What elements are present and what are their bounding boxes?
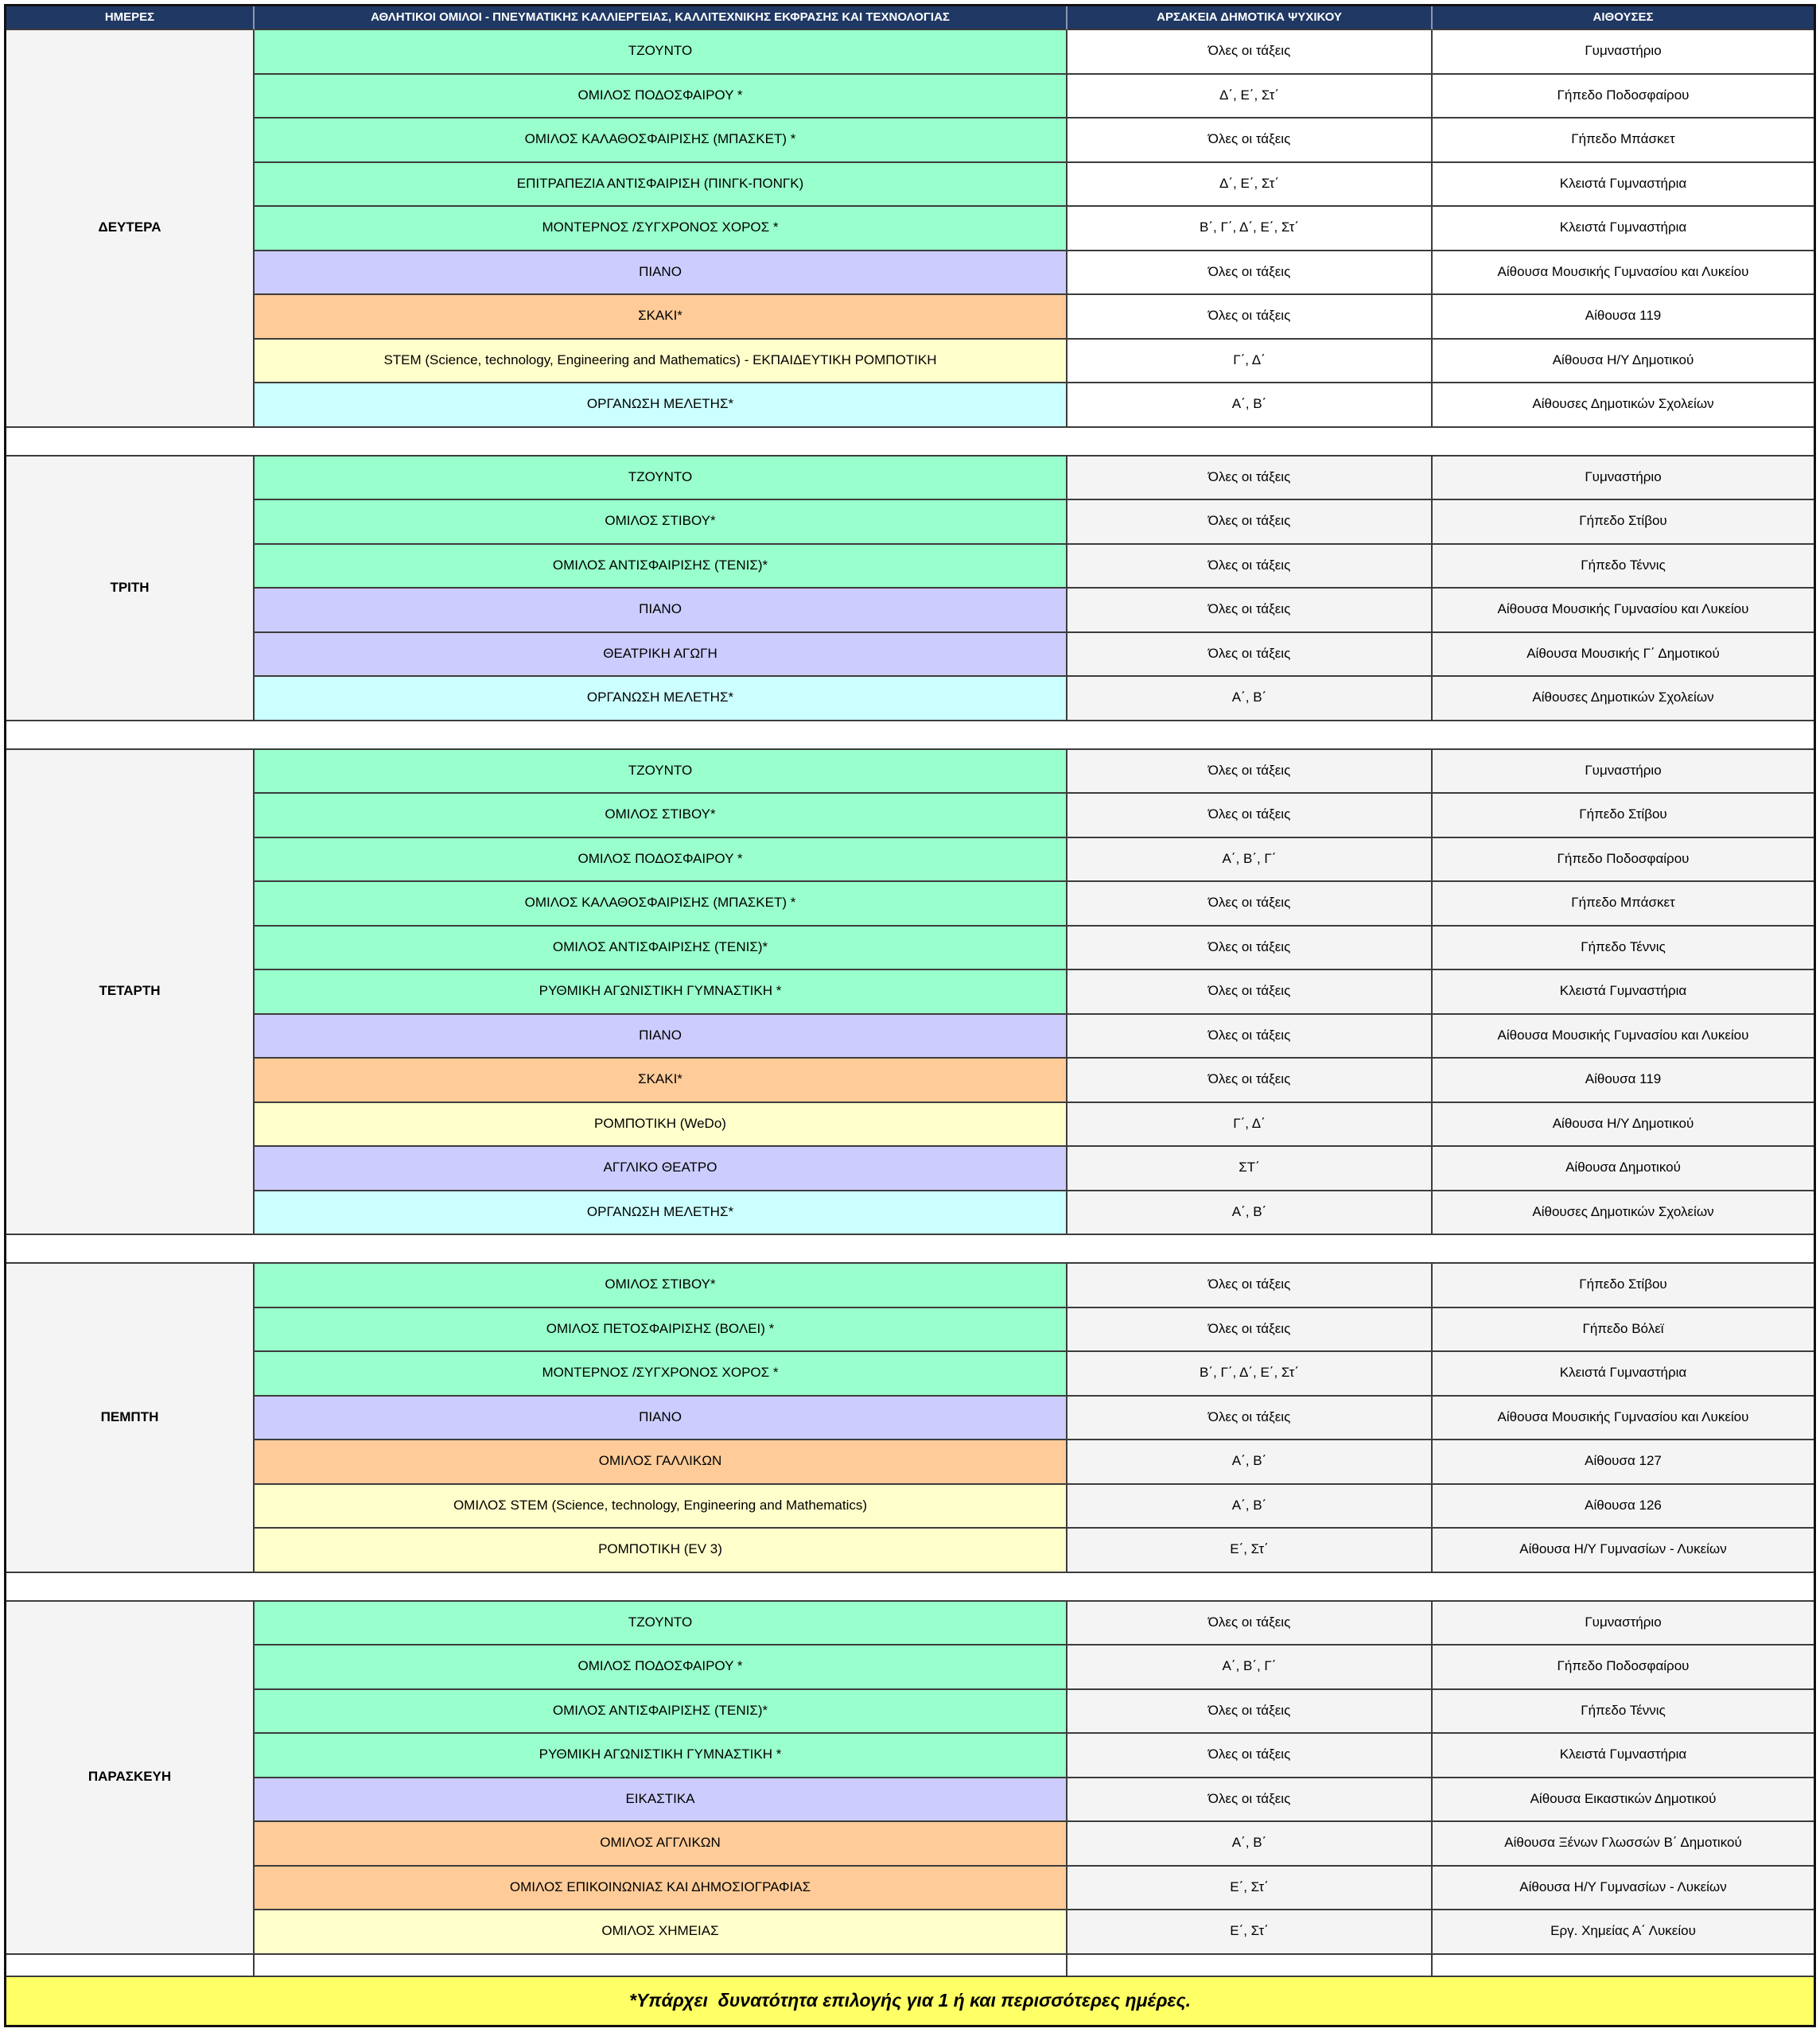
room-cell: Γήπεδο Στίβου — [1433, 1264, 1814, 1308]
schedule-row — [255, 750, 1814, 795]
schedule-row — [255, 1264, 1814, 1308]
classes-cell: Όλες οι τάξεις — [1068, 1015, 1433, 1059]
classes-cell: Όλες οι τάξεις — [1068, 1059, 1433, 1103]
room-cell: Αίθουσα Η/Υ Δημοτικού — [1433, 1103, 1814, 1148]
schedule-table — [4, 4, 1816, 2027]
room-cell: Γήπεδο Στίβου — [1433, 794, 1814, 838]
schedule-row — [255, 1529, 1814, 1573]
schedule-row — [255, 1103, 1814, 1148]
room-cell: Γήπεδο Μπάσκετ — [1433, 119, 1814, 163]
activity-cell: ΠΙΑΝΟ — [255, 1015, 1068, 1059]
activity-cell: ΜΟΝΤΕΡΝΟΣ /ΣΥΓΧΡΟΝΟΣ ΧΟΡΟΣ * — [255, 1352, 1068, 1397]
room-cell: Γυμναστήριο — [1433, 750, 1814, 795]
room-cell: Γήπεδο Ποδοσφαίρου — [1433, 838, 1814, 883]
schedule-row — [255, 457, 1814, 501]
room-cell: Αίθουσα 127 — [1433, 1440, 1814, 1485]
classes-cell: Ε΄, Στ΄ — [1068, 1867, 1433, 1911]
schedule-row — [255, 677, 1814, 721]
schedule-row — [255, 295, 1814, 340]
room-cell: Γυμναστήριο — [1433, 457, 1814, 501]
room-cell: Εργ. Χημείας Α΄ Λυκείου — [1433, 1910, 1814, 1955]
room-cell: Γήπεδο Μπάσκετ — [1433, 882, 1814, 927]
room-cell: Αίθουσα Ξένων Γλωσσών Β΄ Δημοτικού — [1433, 1822, 1814, 1867]
activity-cell: ΟΜΙΛΟΣ ΑΝΤΙΣΦΑΙΡΙΣΗΣ (ΤΕΝΙΣ)* — [255, 1690, 1068, 1735]
classes-cell: Α΄, Β΄, Γ΄ — [1068, 1646, 1433, 1690]
activity-cell: ΟΜΙΛΟΣ ΣΤΙΒΟΥ* — [255, 500, 1068, 545]
activity-cell: ΡΥΘΜΙΚΗ ΑΓΩΝΙΣΤΙΚΗ ΓΥΜΝΑΣΤΙΚΗ * — [255, 970, 1068, 1015]
header-rooms: ΑΙΘΟΥΣΕΣ — [1433, 6, 1814, 30]
schedule-row — [255, 251, 1814, 296]
activity-cell: STEM (Science, technology, Engineering and Mathematics) - ΕΚΠΑΙΔΕΥΤΙΚΗ ΡΟΜΠΟΤΙΚΗ — [255, 340, 1068, 384]
room-cell: Γήπεδο Ποδοσφαίρου — [1433, 1646, 1814, 1690]
classes-cell: Όλες οι τάξεις — [1068, 750, 1433, 795]
activity-cell: ΟΜΙΛΟΣ ΑΓΓΛΙΚΩΝ — [255, 1822, 1068, 1867]
activity-cell: ΤΖΟΥΝΤΟ — [255, 457, 1068, 501]
schedule-row — [255, 1015, 1814, 1059]
room-cell: Κλειστά Γυμναστήρια — [1433, 1734, 1814, 1778]
activity-cell: ΤΖΟΥΝΤΟ — [255, 1602, 1068, 1646]
room-cell: Αίθουσα Η/Υ Γυμνασίων - Λυκείων — [1433, 1529, 1814, 1573]
room-cell: Αίθουσες Δημοτικών Σχολείων — [1433, 383, 1814, 428]
blank-cell — [1433, 1955, 1814, 1977]
classes-cell: Α΄, Β΄ — [1068, 383, 1433, 428]
schedule-row — [255, 500, 1814, 545]
room-cell: Αίθουσα Δημοτικού — [1433, 1147, 1814, 1191]
day-rows — [255, 1264, 1814, 1573]
room-cell: Αίθουσα Η/Υ Γυμνασίων - Λυκείων — [1433, 1867, 1814, 1911]
day-block — [6, 30, 1814, 428]
classes-cell: Όλες οι τάξεις — [1068, 1602, 1433, 1646]
schedule-row — [255, 1308, 1814, 1353]
day-rows — [255, 750, 1814, 1236]
day-separator — [6, 1573, 1814, 1602]
activity-cell: ΟΜΙΛΟΣ ΧΗΜΕΙΑΣ — [255, 1910, 1068, 1955]
activity-cell: ΟΡΓΑΝΩΣΗ ΜΕΛΕΤΗΣ* — [255, 383, 1068, 428]
schedule-row — [255, 1778, 1814, 1823]
table-header — [6, 6, 1814, 30]
schedule-row — [255, 927, 1814, 971]
classes-cell: Γ΄, Δ΄ — [1068, 1103, 1433, 1148]
classes-cell: Όλες οι τάξεις — [1068, 927, 1433, 971]
room-cell: Γήπεδο Βόλεϊ — [1433, 1308, 1814, 1353]
classes-cell: Γ΄, Δ΄ — [1068, 340, 1433, 384]
room-cell: Αίθουσα Μουσικής Γ΄ Δημοτικού — [1433, 633, 1814, 678]
schedule-row — [255, 340, 1814, 384]
header-activities: ΑΘΛΗΤΙΚΟΙ ΟΜΙΛΟΙ - ΠΝΕΥΜΑΤΙΚΗΣ ΚΑΛΛΙΕΡΓΕΙΑΣ, ΚΑΛΛΙΤΕΧΝΙΚΗΣ ΕΚΦΡΑΣΗΣ ΚΑΙ ΤΕΧΝΟΛΟΓΙΑΣ — [255, 6, 1068, 30]
classes-cell: Όλες οι τάξεις — [1068, 1734, 1433, 1778]
activity-cell: ΟΜΙΛΟΣ ΕΠΙΚΟΙΝΩΝΙΑΣ ΚΑΙ ΔΗΜΟΣΙΟΓΡΑΦΙΑΣ — [255, 1867, 1068, 1911]
activity-cell: ΡΟΜΠΟΤΙΚΗ (EV 3) — [255, 1529, 1068, 1573]
footer-note: *Υπάρχει δυνατότητα επιλογής για 1 ή και περισσότερες ημέρες. — [6, 1977, 1814, 2025]
schedule-row — [255, 119, 1814, 163]
activity-cell: ΟΜΙΛΟΣ ΠΕΤΟΣΦΑΙΡΙΣΗΣ (ΒΟΛΕΙ) * — [255, 1308, 1068, 1353]
schedule-row — [255, 882, 1814, 927]
schedule-row — [255, 1867, 1814, 1911]
schedule-row — [255, 207, 1814, 251]
classes-cell: Όλες οι τάξεις — [1068, 633, 1433, 678]
activity-cell: ΟΜΙΛΟΣ ΚΑΛΑΘΟΣΦΑΙΡΙΣΗΣ (ΜΠΑΣΚΕΤ) * — [255, 119, 1068, 163]
activity-cell: ΤΖΟΥΝΤΟ — [255, 750, 1068, 795]
room-cell: Αίθουσα Μουσικής Γυμνασίου και Λυκείου — [1433, 251, 1814, 296]
activity-cell: ΟΡΓΑΝΩΣΗ ΜΕΛΕΤΗΣ* — [255, 677, 1068, 721]
classes-cell: Όλες οι τάξεις — [1068, 970, 1433, 1015]
activity-cell: ΑΓΓΛΙΚΟ ΘΕΑΤΡΟ — [255, 1147, 1068, 1191]
classes-cell: Όλες οι τάξεις — [1068, 119, 1433, 163]
room-cell: Κλειστά Γυμναστήρια — [1433, 1352, 1814, 1397]
day-separator — [6, 1235, 1814, 1264]
activity-cell: ΟΜΙΛΟΣ ΣΤΙΒΟΥ* — [255, 1264, 1068, 1308]
activity-cell: ΕΙΚΑΣΤΙΚΑ — [255, 1778, 1068, 1823]
activity-cell: ΟΜΙΛΟΣ ΠΟΔΟΣΦΑΙΡΟΥ * — [255, 838, 1068, 883]
classes-cell: Α΄, Β΄ — [1068, 1485, 1433, 1529]
classes-cell: Όλες οι τάξεις — [1068, 500, 1433, 545]
room-cell: Αίθουσα Μουσικής Γυμνασίου και Λυκείου — [1433, 589, 1814, 633]
classes-cell: Α΄, Β΄, Γ΄ — [1068, 838, 1433, 883]
day-label: ΔΕΥΤΕΡΑ — [6, 30, 255, 428]
schedule-row — [255, 1352, 1814, 1397]
day-separator — [6, 428, 1814, 457]
day-rows — [255, 1602, 1814, 1955]
schedule-row — [255, 970, 1814, 1015]
room-cell: Κλειστά Γυμναστήρια — [1433, 207, 1814, 251]
schedule-row — [255, 383, 1814, 428]
room-cell: Αίθουσα 126 — [1433, 1485, 1814, 1529]
day-rows — [255, 30, 1814, 428]
classes-cell: Όλες οι τάξεις — [1068, 30, 1433, 75]
activity-cell: ΟΜΙΛΟΣ ΑΝΤΙΣΦΑΙΡΙΣΗΣ (ΤΕΝΙΣ)* — [255, 545, 1068, 589]
table-body — [6, 30, 1814, 1955]
classes-cell: Όλες οι τάξεις — [1068, 295, 1433, 340]
classes-cell: Όλες οι τάξεις — [1068, 1308, 1433, 1353]
day-label: ΤΡΙΤΗ — [6, 457, 255, 721]
schedule-row — [255, 1602, 1814, 1646]
room-cell: Γήπεδο Τέννις — [1433, 545, 1814, 589]
classes-cell: Α΄, Β΄ — [1068, 677, 1433, 721]
room-cell: Αίθουσα 119 — [1433, 295, 1814, 340]
classes-cell: Όλες οι τάξεις — [1068, 1264, 1433, 1308]
activity-cell: ΟΜΙΛΟΣ ΚΑΛΑΘΟΣΦΑΙΡΙΣΗΣ (ΜΠΑΣΚΕΤ) * — [255, 882, 1068, 927]
day-rows — [255, 457, 1814, 721]
classes-cell: Α΄, Β΄ — [1068, 1440, 1433, 1485]
activity-cell: ΤΖΟΥΝΤΟ — [255, 30, 1068, 75]
schedule-row — [255, 163, 1814, 208]
room-cell: Αίθουσα Μουσικής Γυμνασίου και Λυκείου — [1433, 1015, 1814, 1059]
classes-cell: Ε΄, Στ΄ — [1068, 1910, 1433, 1955]
room-cell: Αίθουσες Δημοτικών Σχολείων — [1433, 1191, 1814, 1236]
classes-cell: Α΄, Β΄ — [1068, 1191, 1433, 1236]
schedule-row — [255, 1397, 1814, 1441]
activity-cell: ΘΕΑΤΡΙΚΗ ΑΓΩΓΗ — [255, 633, 1068, 678]
classes-cell: Δ΄, Ε΄, Στ΄ — [1068, 75, 1433, 119]
schedule-row — [255, 1059, 1814, 1103]
room-cell: Γήπεδο Στίβου — [1433, 500, 1814, 545]
classes-cell: Ε΄, Στ΄ — [1068, 1529, 1433, 1573]
room-cell: Γήπεδο Ποδοσφαίρου — [1433, 75, 1814, 119]
schedule-row — [255, 1646, 1814, 1690]
schedule-row — [255, 589, 1814, 633]
day-block — [6, 457, 1814, 721]
activity-cell: ΟΜΙΛΟΣ ΠΟΔΟΣΦΑΙΡΟΥ * — [255, 75, 1068, 119]
activity-cell: ΜΟΝΤΕΡΝΟΣ /ΣΥΓΧΡΟΝΟΣ ΧΟΡΟΣ * — [255, 207, 1068, 251]
room-cell: Γυμναστήριο — [1433, 30, 1814, 75]
classes-cell: Όλες οι τάξεις — [1068, 251, 1433, 296]
schedule-row — [255, 1690, 1814, 1735]
classes-cell: Όλες οι τάξεις — [1068, 1778, 1433, 1823]
classes-cell: Όλες οι τάξεις — [1068, 882, 1433, 927]
blank-cell — [6, 1955, 255, 1977]
schedule-row — [255, 30, 1814, 75]
activity-cell: ΟΜΙΛΟΣ ΓΑΛΛΙΚΩΝ — [255, 1440, 1068, 1485]
day-separator — [6, 721, 1814, 750]
classes-cell: Όλες οι τάξεις — [1068, 1690, 1433, 1735]
classes-cell: Όλες οι τάξεις — [1068, 589, 1433, 633]
classes-cell: Β΄, Γ΄, Δ΄, Ε΄, Στ΄ — [1068, 1352, 1433, 1397]
classes-cell: Όλες οι τάξεις — [1068, 545, 1433, 589]
blank-cell — [255, 1955, 1068, 1977]
activity-cell: ΟΜΙΛΟΣ STEM (Science, technology, Engineering and Mathematics) — [255, 1485, 1068, 1529]
room-cell: Γήπεδο Τέννις — [1433, 1690, 1814, 1735]
schedule-row — [255, 1822, 1814, 1867]
room-cell: Αίθουσα Εικαστικών Δημοτικού — [1433, 1778, 1814, 1823]
schedule-row — [255, 838, 1814, 883]
room-cell: Γυμναστήριο — [1433, 1602, 1814, 1646]
schedule-row — [255, 1485, 1814, 1529]
room-cell: Κλειστά Γυμναστήρια — [1433, 970, 1814, 1015]
blank-row — [6, 1955, 1814, 1977]
room-cell: Αίθουσες Δημοτικών Σχολείων — [1433, 677, 1814, 721]
activity-cell: ΠΙΑΝΟ — [255, 251, 1068, 296]
schedule-row — [255, 1734, 1814, 1778]
blank-cell — [1068, 1955, 1433, 1977]
activity-cell: ΟΜΙΛΟΣ ΣΤΙΒΟΥ* — [255, 794, 1068, 838]
header-classes: ΑΡΣΑΚΕΙΑ ΔΗΜΟΤΙΚΑ ΨΥΧΙΚΟΥ — [1068, 6, 1433, 30]
day-label: ΠΕΜΠΤΗ — [6, 1264, 255, 1573]
activity-cell: ΣΚΑΚΙ* — [255, 295, 1068, 340]
room-cell: Κλειστά Γυμναστήρια — [1433, 163, 1814, 208]
classes-cell: Όλες οι τάξεις — [1068, 1397, 1433, 1441]
activity-cell: ΣΚΑΚΙ* — [255, 1059, 1068, 1103]
schedule-row — [255, 75, 1814, 119]
schedule-row — [255, 545, 1814, 589]
activity-cell: ΟΜΙΛΟΣ ΠΟΔΟΣΦΑΙΡΟΥ * — [255, 1646, 1068, 1690]
classes-cell: Όλες οι τάξεις — [1068, 457, 1433, 501]
schedule-row — [255, 1191, 1814, 1236]
activity-cell: ΟΡΓΑΝΩΣΗ ΜΕΛΕΤΗΣ* — [255, 1191, 1068, 1236]
header-days: ΗΜΕΡΕΣ — [6, 6, 255, 30]
day-label: ΤΕΤΑΡΤΗ — [6, 750, 255, 1236]
schedule-row — [255, 1910, 1814, 1955]
day-block — [6, 750, 1814, 1236]
day-block — [6, 1264, 1814, 1573]
activity-cell: ΟΜΙΛΟΣ ΑΝΤΙΣΦΑΙΡΙΣΗΣ (ΤΕΝΙΣ)* — [255, 927, 1068, 971]
room-cell: Αίθουσα Μουσικής Γυμνασίου και Λυκείου — [1433, 1397, 1814, 1441]
classes-cell: Όλες οι τάξεις — [1068, 794, 1433, 838]
classes-cell: ΣΤ΄ — [1068, 1147, 1433, 1191]
classes-cell: Β΄, Γ΄, Δ΄, Ε΄, Στ΄ — [1068, 207, 1433, 251]
classes-cell: Α΄, Β΄ — [1068, 1822, 1433, 1867]
activity-cell: ΡΟΜΠΟΤΙΚΗ (WeDo) — [255, 1103, 1068, 1148]
activity-cell: ΠΙΑΝΟ — [255, 1397, 1068, 1441]
room-cell: Αίθουσα Η/Υ Δημοτικού — [1433, 340, 1814, 384]
day-block — [6, 1602, 1814, 1955]
schedule-row — [255, 794, 1814, 838]
schedule-row — [255, 1440, 1814, 1485]
schedule-row — [255, 633, 1814, 678]
schedule-row — [255, 1147, 1814, 1191]
room-cell: Γήπεδο Τέννις — [1433, 927, 1814, 971]
room-cell: Αίθουσα 119 — [1433, 1059, 1814, 1103]
day-label: ΠΑΡΑΣΚΕΥΗ — [6, 1602, 255, 1955]
classes-cell: Δ΄, Ε΄, Στ΄ — [1068, 163, 1433, 208]
activity-cell: ΡΥΘΜΙΚΗ ΑΓΩΝΙΣΤΙΚΗ ΓΥΜΝΑΣΤΙΚΗ * — [255, 1734, 1068, 1778]
activity-cell: ΠΙΑΝΟ — [255, 589, 1068, 633]
activity-cell: ΕΠΙΤΡΑΠΕΖΙΑ ΑΝΤΙΣΦΑΙΡΙΣΗ (ΠΙΝΓΚ-ΠΟΝΓΚ) — [255, 163, 1068, 208]
